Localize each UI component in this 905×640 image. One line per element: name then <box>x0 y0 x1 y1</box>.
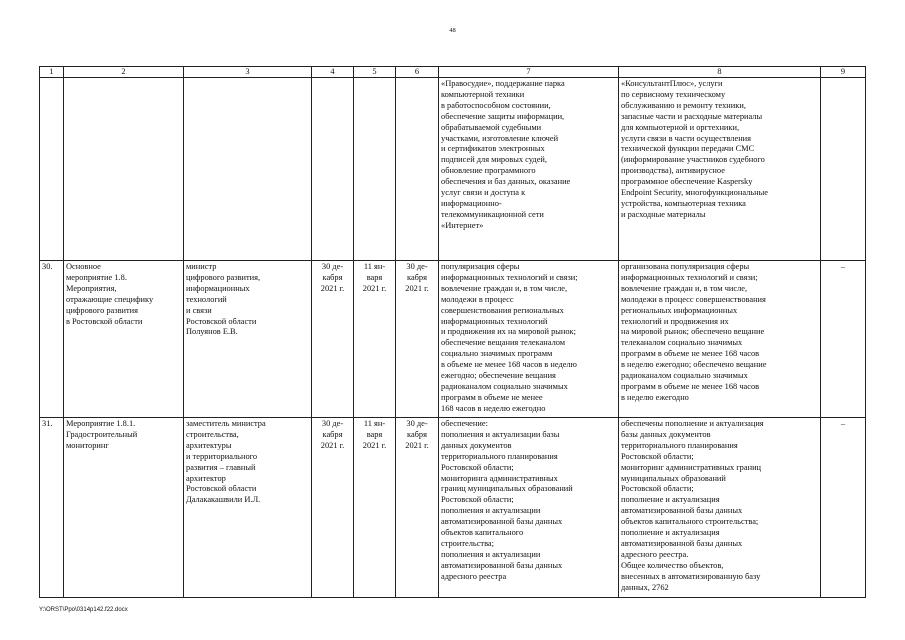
planned-result-line: обеспечения и баз данных, оказание <box>441 177 571 187</box>
planned-date-cell <box>312 78 354 261</box>
actual-result-line: базы данных документов <box>621 429 711 439</box>
planned-result-line: в объеме не менее 168 часов в неделю <box>441 360 577 370</box>
date-line: 2021 г. <box>405 440 429 450</box>
executor-line: цифрового развития, <box>186 272 261 282</box>
planned-result-cell <box>439 418 619 598</box>
actual-result-line: автоматизированной базы данных <box>621 538 743 548</box>
planned-date-cell <box>312 418 354 598</box>
actual-result-line: Общее количество объектов, <box>621 560 724 570</box>
actual-result-line: услуги связи в части осуществления <box>621 133 752 143</box>
planned-result-line: информационно- <box>441 198 502 208</box>
header-row <box>40 67 866 78</box>
actual-result-line: программ в объеме не менее 168 часов <box>621 349 760 359</box>
planned-result-line: пополнения и актуализации <box>441 506 541 516</box>
actual-result-line: объектов капитального строительства; <box>621 517 759 527</box>
activity-name-line: Мероприятия, <box>66 283 117 293</box>
executor-line: развития – главный <box>186 462 256 472</box>
planned-result-line: обрабатываемой судебными <box>441 122 542 132</box>
actual-end-cell <box>396 418 439 598</box>
executor-line: Далакакашвили И.Л. <box>186 495 261 505</box>
planned-result-line: «Интернет» <box>441 220 484 230</box>
planned-result-line: Ростовской области; <box>441 462 514 472</box>
table-body <box>40 67 866 598</box>
executor-cell <box>184 418 312 598</box>
actual-result-line: обеспечены пополнение и актуализация <box>621 419 764 428</box>
file-path-footer: Y:\ORST\Ppo\0314p142.f22.docx <box>39 607 128 613</box>
planned-result-line: объектов капитального <box>441 528 524 538</box>
actual-result-line: на мировой рынок; обеспечено вещание <box>621 327 765 337</box>
actual-result-line: устройства, компьютерная техника <box>621 198 746 208</box>
page-number: 48 <box>449 27 456 34</box>
actual-result-line: (информирование участников судебного <box>621 155 765 165</box>
notes-cell <box>821 78 866 261</box>
date-line: 30 де- <box>406 262 428 271</box>
executor-line: технологий <box>186 294 227 304</box>
actual-result-line: производства), антивирусное <box>621 166 725 176</box>
activity-name-line: цифрового развития <box>66 305 139 315</box>
activity-name-cell <box>64 418 184 598</box>
actual-result-line: внесенных в автоматизированную базу <box>621 571 761 581</box>
executor-line: министр <box>186 262 217 271</box>
planned-result-line: услуг связи и доступа к <box>441 188 526 198</box>
actual-result-line: телеканалом социально значимых <box>621 338 743 348</box>
planned-result-line: пополнения и актуализации базы <box>441 429 560 439</box>
table-row <box>40 78 866 261</box>
row-number: 30. <box>40 261 64 418</box>
executor-line: и связи <box>186 305 212 315</box>
header-col-4: 4 <box>312 67 354 78</box>
planned-result-line: информационных технологий <box>441 316 548 326</box>
planned-result-line: пополнения и актуализации <box>441 549 541 559</box>
planned-result-line: обеспечение защиты информации, <box>441 111 565 121</box>
activity-name-cell <box>64 261 184 418</box>
planned-result-line: мониторинга административных <box>441 473 558 483</box>
activity-name-line: Градостроительный <box>66 429 138 439</box>
executor-line: строительства, <box>186 429 239 439</box>
header-col-8: 8 <box>619 67 821 78</box>
actual-result-line: Endpoint Security, многофункциональные <box>621 188 768 198</box>
planned-result-line: адресного реестра <box>441 571 507 581</box>
actual-start-cell <box>354 418 396 598</box>
notes-cell: – <box>821 261 866 418</box>
planned-result-line: подписей для мировых судей, <box>441 155 547 165</box>
actual-result-cell <box>619 418 821 598</box>
planned-result-line: информационных технологий и связи; <box>441 272 578 282</box>
report-table <box>39 66 866 598</box>
actual-result-line: пополнение и актуализация <box>621 528 720 538</box>
planned-result-line: в работоспособном состоянии, <box>441 100 551 110</box>
planned-result-line: и продвижения их на мировой рынок; <box>441 327 576 337</box>
actual-result-line: Ростовской области; <box>621 451 694 461</box>
date-line: 11 ян- <box>363 419 386 428</box>
actual-result-line: в неделю ежегодно <box>621 392 689 402</box>
executor-line: Ростовской области <box>186 484 257 494</box>
executor-cell <box>184 261 312 418</box>
actual-result-line: молодежи в процесс совершенствования <box>621 294 766 304</box>
planned-result-line: территориального планирования <box>441 451 558 461</box>
activity-name-line: отражающие специфику <box>66 294 154 304</box>
date-line: 2021 г. <box>362 440 387 450</box>
activity-name-line: мониторинг <box>66 440 109 450</box>
date-line: 30 де- <box>321 419 344 428</box>
actual-result-line: программное обеспечение Kaspersky <box>621 177 753 187</box>
actual-result-line: мониторинг административных границ <box>621 462 762 472</box>
planned-result-line: радиоканалом социально значимых <box>441 381 568 391</box>
actual-start-cell <box>354 78 396 261</box>
actual-result-line: обслуживанию и ремонту техники, <box>621 100 746 110</box>
planned-result-line: 168 часов в неделю ежегодно <box>441 403 546 413</box>
actual-result-line: программ в объеме не менее 168 часов <box>621 381 760 391</box>
planned-result-line: ежегодно; обеспечение вещания <box>441 371 556 381</box>
planned-result-line: автоматизированной базы данных <box>441 517 563 527</box>
header-col-6: 6 <box>396 67 439 78</box>
date-line: кабря <box>322 272 343 282</box>
actual-end-cell <box>396 78 439 261</box>
date-line: 2021 г. <box>320 440 345 450</box>
actual-result-line: по сервисному техническому <box>621 89 726 99</box>
header-col-2: 2 <box>64 67 184 78</box>
planned-result-line: программ в объеме не менее <box>441 392 543 402</box>
planned-result-line: компьютерной техники <box>441 89 525 99</box>
date-line: 2021 г. <box>320 283 345 293</box>
executor-line: заместитель министра <box>186 419 266 428</box>
executor-line: Полуянов Е.В. <box>186 327 238 337</box>
executor-line: архитектуры <box>186 440 232 450</box>
executor-line: архитектор <box>186 473 226 483</box>
header-col-7: 7 <box>439 67 619 78</box>
planned-result-line: молодежи в процесс <box>441 294 514 304</box>
executor-cell <box>184 78 312 261</box>
date-line: кабря <box>407 429 427 439</box>
header-col-9: 9 <box>821 67 866 78</box>
header-col-5: 5 <box>354 67 396 78</box>
actual-result-line: «КонсультантПлюс», услуги <box>621 79 723 88</box>
activity-name-line: Мероприятие 1.8.1. <box>66 419 136 428</box>
activity-name-line: Основное <box>66 262 101 271</box>
actual-result-line: для компьютерной и оргтехники, <box>621 122 740 132</box>
table-row <box>40 418 866 598</box>
actual-start-cell <box>354 261 396 418</box>
actual-result-line: данных, 2762 <box>621 582 669 592</box>
date-line: 30 де- <box>406 419 428 428</box>
actual-end-cell <box>396 261 439 418</box>
actual-result-line: информационных технологий и связи; <box>621 272 758 282</box>
planned-result-line: совершенствования региональных <box>441 305 564 315</box>
planned-result-line: участками, изготовление ключей <box>441 133 559 143</box>
date-line: кабря <box>322 429 343 439</box>
actual-result-cell <box>619 78 821 261</box>
planned-result-line: обновление программного <box>441 166 536 176</box>
planned-result-line: вовлечение граждан и, в том числе, <box>441 283 568 293</box>
actual-result-line: адресного реестра. <box>621 549 689 559</box>
date-line: варя <box>366 429 383 439</box>
planned-result-line: и сертификатов электронных <box>441 144 545 154</box>
planned-result-cell <box>439 261 619 418</box>
planned-result-cell <box>439 78 619 261</box>
actual-result-cell <box>619 261 821 418</box>
planned-result-line: телекоммуникационной сети <box>441 209 544 219</box>
actual-result-line: Ростовской области; <box>621 484 694 494</box>
date-line: варя <box>366 272 383 282</box>
actual-result-line: пополнение и актуализация <box>621 495 720 505</box>
planned-result-line: обеспечение вещания телеканалом <box>441 338 566 348</box>
row-number: 31. <box>40 418 64 598</box>
activity-name-line: в Ростовской области <box>66 316 143 326</box>
actual-result-line: вовлечение граждан и, в том числе, <box>621 283 748 293</box>
actual-result-line: автоматизированной базы данных <box>621 506 743 516</box>
executor-line: Ростовской области <box>186 316 257 326</box>
planned-result-line: «Правосудие», поддержание парка <box>441 79 565 88</box>
header-col-1: 1 <box>40 67 64 78</box>
date-line: кабря <box>407 272 427 282</box>
actual-result-line: территориального планирования <box>621 440 738 450</box>
planned-result-line: данных документов <box>441 440 512 450</box>
actual-result-line: радиоканалом социально значимых <box>621 371 748 381</box>
planned-result-line: автоматизированной базы данных <box>441 560 563 570</box>
planned-result-line: социально значимых программ <box>441 349 553 359</box>
executor-line: информационных <box>186 283 250 293</box>
executor-line: и территориального <box>186 451 258 461</box>
planned-result-line: строительства; <box>441 538 494 548</box>
actual-result-line: технологий и продвижения их <box>621 316 729 326</box>
planned-result-line: Ростовской области; <box>441 495 514 505</box>
actual-result-line: и расходные материалы <box>621 209 706 219</box>
date-line: 11 ян- <box>363 262 386 271</box>
planned-result-line: границ муниципальных образований <box>441 484 573 494</box>
date-line: 2021 г. <box>405 283 429 293</box>
row-number <box>40 78 64 261</box>
planned-result-line: популяризация сферы <box>441 262 520 271</box>
date-line: 30 де- <box>321 262 344 271</box>
activity-name-cell <box>64 78 184 261</box>
activity-name-line: мероприятие 1.8. <box>66 272 127 282</box>
planned-date-cell <box>312 261 354 418</box>
notes-cell: – <box>821 418 866 598</box>
actual-result-line: запасные части и расходные материалы <box>621 111 763 121</box>
planned-result-line: обеспечение: <box>441 419 488 428</box>
header-col-3: 3 <box>184 67 312 78</box>
actual-result-line: технической функции передачи СМС <box>621 144 755 154</box>
actual-result-line: региональных информационных <box>621 305 738 315</box>
date-line: 2021 г. <box>362 283 387 293</box>
table-row <box>40 261 866 418</box>
actual-result-line: в неделю ежегодно; обеспечено вещание <box>621 360 767 370</box>
actual-result-line: муниципальных образований <box>621 473 726 483</box>
actual-result-line: организована популяризация сферы <box>621 262 750 271</box>
